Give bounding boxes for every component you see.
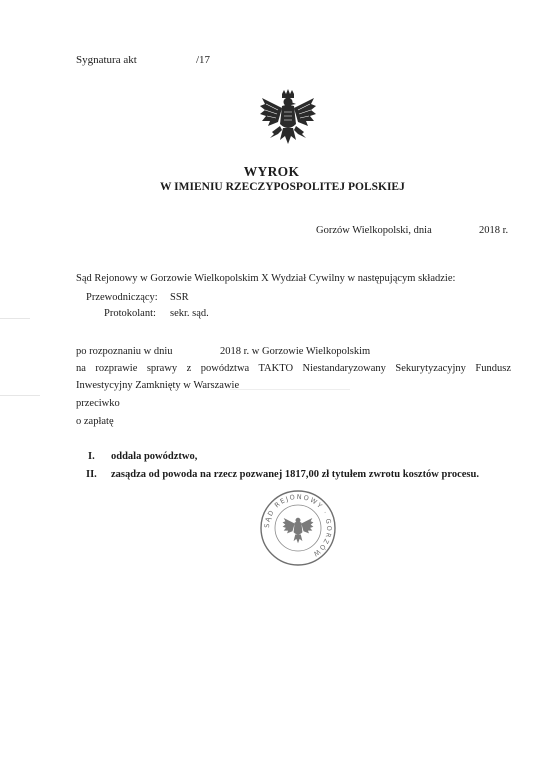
clerk-value: sekr. sąd. [170, 308, 209, 319]
ruling-point-text: oddala powództwo, [111, 451, 198, 462]
scan-artifact-line [0, 318, 30, 319]
stamp-text: SĄD REJONOWY · GORZÓW [262, 492, 334, 559]
scan-artifact-line [230, 389, 350, 390]
considered-text: po rozpoznaniu w dniu [76, 346, 173, 357]
polish-eagle-emblem-icon [256, 88, 320, 152]
verdict-title: WYROK [243, 164, 300, 179]
case-description-line: na rozprawie sprawy z powództwa TAKTO Niestandaryzowany Sekurytyzacyjny Fundusz [76, 363, 511, 374]
considered-date-text: 2018 r. w Gorzowie Wielkopolskim [220, 346, 371, 357]
presiding-judge-label: Przewodniczący: [86, 292, 158, 303]
court-seal-stamp-icon [258, 488, 338, 568]
ruling-point-number: II. [86, 469, 97, 480]
place-date-text: Gorzów Wielkopolski, dnia [316, 225, 432, 236]
year-text: 2018 r. [479, 225, 509, 236]
against-text: przeciwko [76, 398, 120, 409]
clerk-label: Protokolant: [104, 308, 156, 319]
case-signature-label: Sygnatura akt [76, 54, 137, 66]
ruling-point-number: I. [88, 451, 95, 462]
court-composition-line: Sąd Rejonowy w Gorzowie Wielkopolskim X Wydział Cywilny w następującym składzie: [76, 273, 456, 284]
case-subject-text: o zapłatę [76, 416, 114, 427]
verdict-subtitle: W IMIENIU RZECZYPOSPOLITEJ POLSKIEJ [160, 181, 405, 193]
scan-artifact-line [0, 395, 40, 396]
ruling-point-text: zasądza od powoda na rzecz pozwanej 1817,00 zł tytułem zwrotu kosztów procesu. [111, 469, 479, 480]
case-signature-number: /17 [196, 54, 211, 66]
case-description-line: Inwestycyjny Zamknięty w Warszawie [76, 380, 240, 391]
presiding-judge-value: SSR [170, 292, 189, 303]
